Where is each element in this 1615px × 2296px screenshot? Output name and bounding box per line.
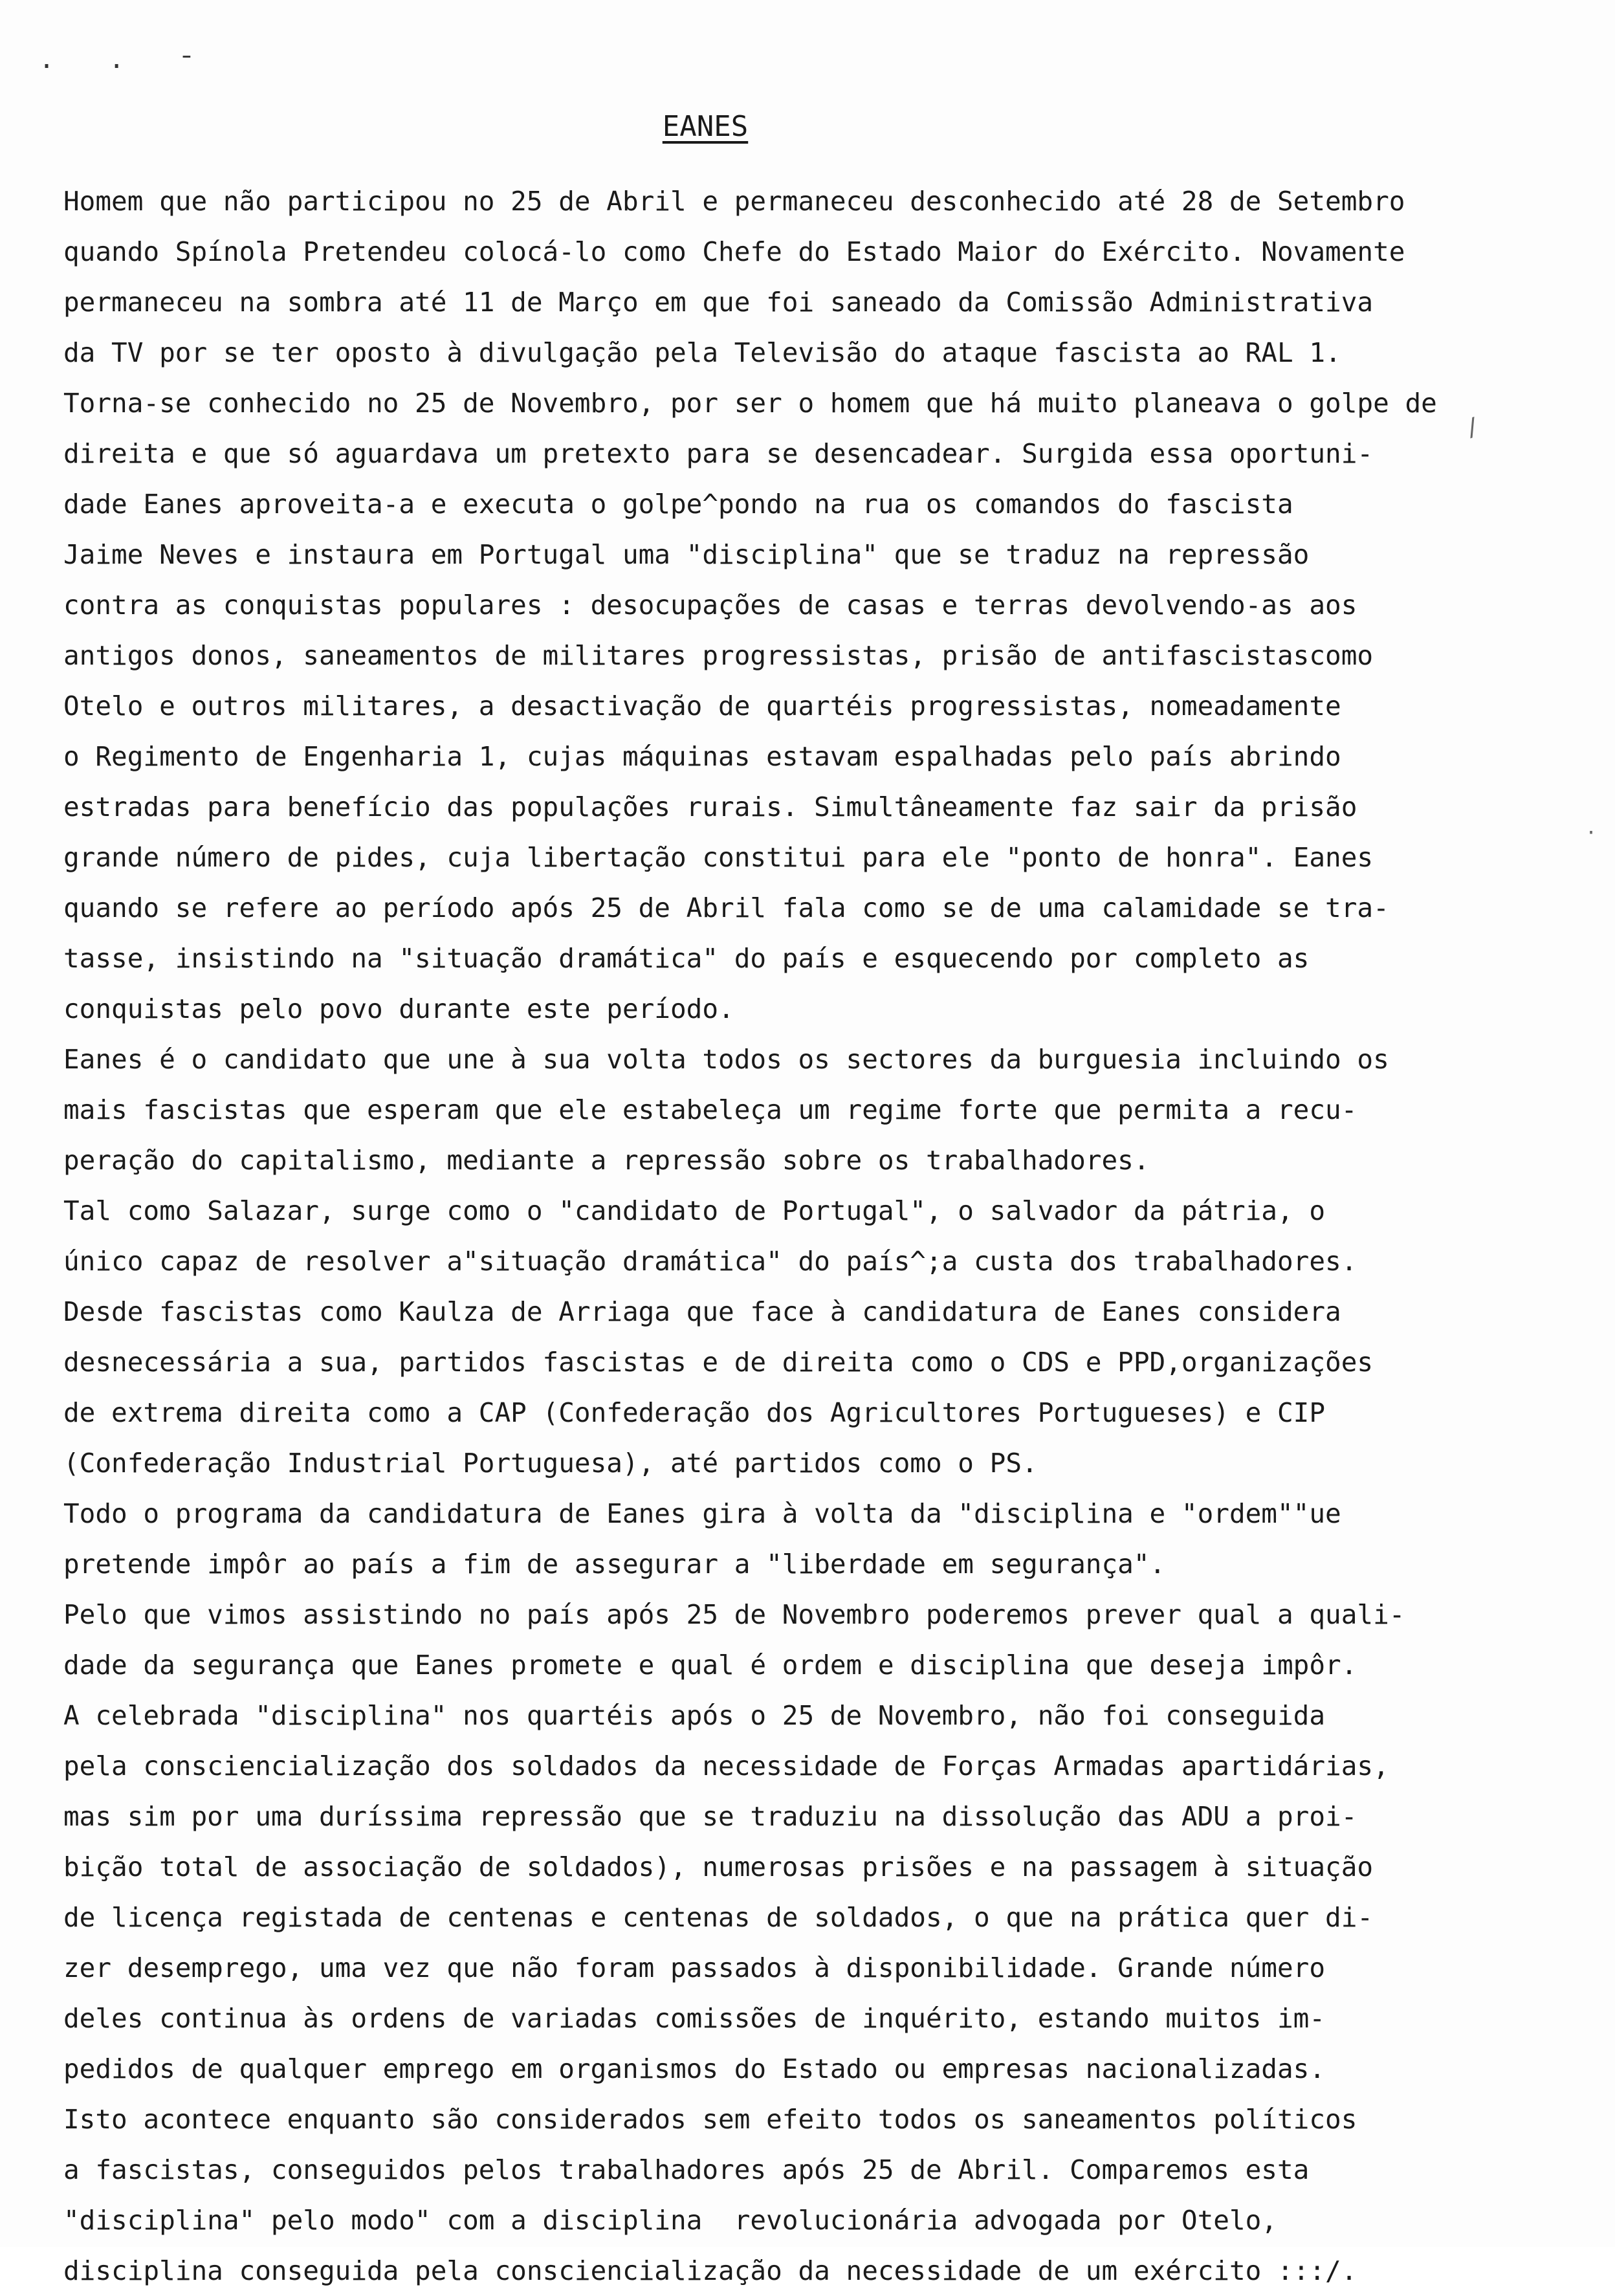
- text-line: disciplina conseguida pela consciencialização da necessidade de um exército :::/.: [63, 2255, 1357, 2286]
- document-title: EANES: [662, 110, 749, 143]
- text-line: antigos donos, saneamentos de militares progressistas, prisão de antifascistascomo: [63, 640, 1374, 671]
- text-line: dade da segurança que Eanes promete e qual é ordem e disciplina que deseja impôr.: [63, 1650, 1357, 1681]
- text-line: único capaz de resolver a"situação dramática" do país^;a custa dos trabalhadores.: [63, 1246, 1357, 1277]
- text-line: pedidos de qualquer emprego em organismos do Estado ou empresas nacionalizadas.: [63, 2053, 1326, 2084]
- text-line: o Regimento de Engenharia 1, cujas máquinas estavam espalhadas pelo país abrindo: [63, 741, 1341, 772]
- text-line: peração do capitalismo, mediante a repressão sobre os trabalhadores.: [63, 1145, 1150, 1176]
- text-line: Eanes é o candidato que une à sua volta todos os sectores da burguesia incluindo os: [63, 1044, 1389, 1075]
- text-line: de licença registada de centenas e centenas de soldados, o que na prática quer di-: [63, 1902, 1374, 1933]
- text-line: direita e que só aguardava um pretexto para se desencadear. Surgida essa oportuni-: [63, 438, 1374, 469]
- text-line: A celebrada "disciplina" nos quartéis após o 25 de Novembro, não foi conseguida: [63, 1700, 1326, 1731]
- text-line: (Confederação Industrial Portuguesa), até partidos como o PS.: [63, 1448, 1038, 1479]
- text-line: Homem que não participou no 25 de Abril e permaneceu desconhecido até 28 de Setembro: [63, 186, 1405, 217]
- text-line: permaneceu na sombra até 11 de Março em que foi saneado da Comissão Administrativa: [63, 287, 1374, 318]
- text-line: mais fascistas que esperam que ele estabeleça um regime forte que permita a recu-: [63, 1094, 1357, 1125]
- text-line: quando Spínola Pretendeu colocá-lo como Chefe do Estado Maior do Exército. Novamente: [63, 236, 1405, 267]
- text-line: mas sim por uma duríssima repressão que se traduziu na dissolução das ADU a proi-: [63, 1801, 1357, 1832]
- text-line: Tal como Salazar, surge como o "candidato de Portugal", o salvador da pátria, o: [63, 1195, 1326, 1226]
- text-line: conquistas pelo povo durante este período.: [63, 993, 734, 1024]
- text-line: Todo o programa da candidatura de Eanes gira à volta da "disciplina e "ordem""ue: [63, 1498, 1341, 1529]
- text-line: contra as conquistas populares : desocupações de casas e terras devolvendo-as aos: [63, 590, 1357, 621]
- document-body: [63, 176, 1487, 2296]
- text-line: Desde fascistas como Kaulza de Arriaga que face à candidatura de Eanes considera: [63, 1296, 1341, 1327]
- text-line: Isto acontece enquanto são considerados sem efeito todos os saneamentos políticos: [63, 2104, 1357, 2135]
- text-line: a fascistas, conseguidos pelos trabalhadores após 25 de Abril. Comparemos esta: [63, 2154, 1310, 2185]
- text-line: Pelo que vimos assistindo no país após 25 de Novembro poderemos prever qual a quali-: [63, 1599, 1405, 1630]
- text-line: pretende impôr ao país a fim de assegurar a "liberdade em segurança".: [63, 1549, 1166, 1580]
- text-line: Torna-se conhecido no 25 de Novembro, por ser o homem que há muito planeava o golpe de: [63, 388, 1437, 419]
- text-line: pela consciencialização dos soldados da necessidade de Forças Armadas apartidárias,: [63, 1750, 1389, 1782]
- text-line: desnecessária a sua, partidos fascistas e de direita como o CDS e PPD,organizações: [63, 1347, 1374, 1378]
- stray-mark: ·: [1585, 822, 1598, 844]
- text-line: Jaime Neves e instaura em Portugal uma "disciplina" que se traduz na repressão: [63, 539, 1310, 570]
- text-line: da TV por se ter oposto à divulgação pela Televisão do ataque fascista ao RAL 1.: [63, 337, 1341, 368]
- text-line: de extrema direita como a CAP (Confederação dos Agricultores Portugueses) e CIP: [63, 1397, 1326, 1428]
- stray-mark: /: [1461, 412, 1484, 443]
- text-line: zer desemprego, uma vez que não foram passados à disponibilidade. Grande número: [63, 1952, 1326, 1983]
- scan-marks: · · ˉ: [39, 52, 214, 82]
- text-line: estradas para benefício das populações rurais. Simultâneamente faz sair da prisão: [63, 791, 1357, 822]
- text-line: Otelo e outros militares, a desactivação de quartéis progressistas, nomeadamente: [63, 690, 1341, 722]
- text-line: grande número de pides, cuja libertação constitui para ele "ponto de honra". Eanes: [63, 842, 1374, 873]
- text-line: quando se refere ao período após 25 de Abril fala como se de uma calamidade se tra-: [63, 892, 1389, 923]
- text-line: tasse, insistindo na "situação dramática" do país e esquecendo por completo as: [63, 943, 1310, 974]
- text-line: "disciplina" pelo modo" com a disciplina revolucionária advogada por Otelo,: [63, 2205, 1277, 2236]
- text-line: dade Eanes aproveita-a e executa o golpe^pondo na rua os comandos do fascista: [63, 489, 1293, 520]
- text-line: deles continua às ordens de variadas comissões de inquérito, estando muitos im-: [63, 2003, 1326, 2034]
- text-line: bição total de associação de soldados), numerosas prisões e na passagem à situação: [63, 1851, 1374, 1882]
